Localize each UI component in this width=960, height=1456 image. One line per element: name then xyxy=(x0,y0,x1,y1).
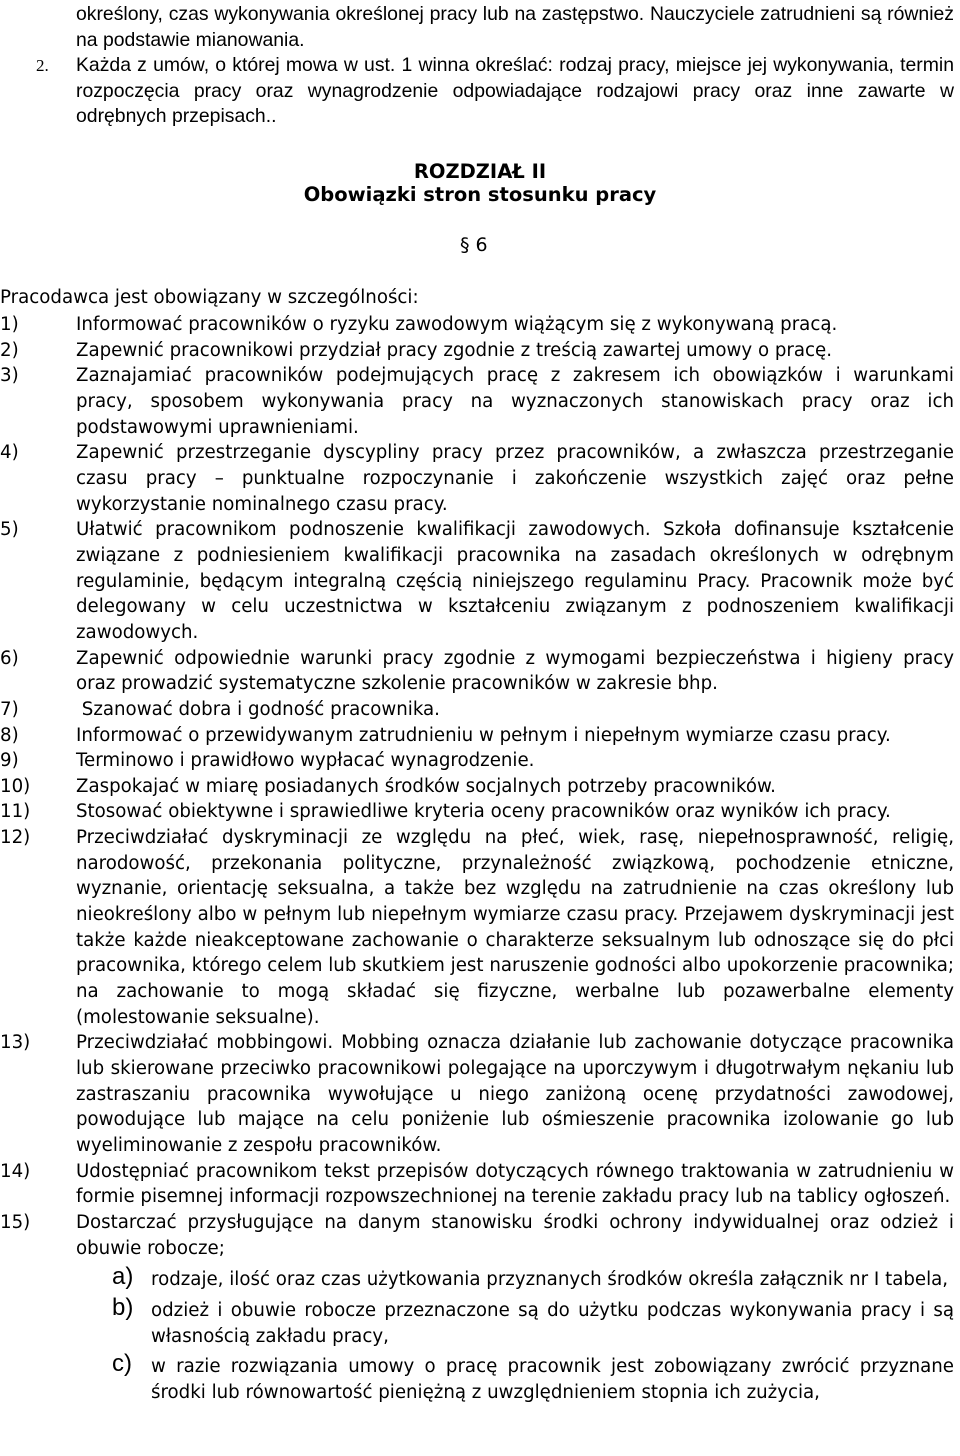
item-text: Przeciwdziałać dyskryminacji ze względu na płeć, wiek, rasę, niepełnosprawność, religię, narodowość, przekonania polityczne, przynależność związkową, pochodzenie etniczne, wyznanie, orientację seksualna, a także bez względu na zatrudnienie na czas określony lub nieokreślony albo w pełnym lub niepełnym wymiarze czasu pracy. Przejawem dyskryminacji jest także każde nieakceptowane zachowanie o charakterze seksualnym lub odnoszące się do płci pracownika, którego celem lub skutkiem jest naruszenie godności albo upokorzenie pracownika; na zachowanie to mogą składać się fizyczne, werbalne lub pozawerbalne elementy (molestowanie seksualne). xyxy=(76,827,954,1028)
item-number: 10) xyxy=(0,775,31,797)
intro-text: Pracodawca jest obowiązany w szczególności: xyxy=(0,287,419,308)
paragraph-continuation: określony, czas wykonywania określonej pracy lub na zastępstwo. Nauczyciele zatrudnieni są również na podstawie mianowania. xyxy=(76,3,954,51)
list-item xyxy=(0,1210,954,1261)
sub-item-text: w razie rozwiązania umowy o pracę pracownik jest zobowiązany zwrócić przyznane środki lub równowartość pieniężną z uwzględnieniem stopnia ich zużycia, xyxy=(151,1356,954,1403)
item-text: Zapewnić przestrzeganie dyscypliny pracy przez pracowników, a zwłaszcza przestrzeganie czasu pracy – punktualne rozpoczynanie i zakończenie wszystkich zajęć oraz pełne wykorzystanie nominalnego czasu pracy. xyxy=(76,442,954,515)
item-text: Terminowo i prawidłowo wypłacać wynagrodzenie. xyxy=(76,750,535,772)
item-text: Stosować obiektywne i sprawiedliwe kryteria oceny pracowników oraz wyników ich pracy. xyxy=(76,801,891,823)
item-number: 14) xyxy=(0,1160,31,1182)
item-text: Zapewnić odpowiednie warunki pracy zgodnie z wymogami bezpieczeństwa i higieny pracy oraz prowadzić systematyczne szkolenie pracowników w zakresie bhp. xyxy=(76,647,954,695)
sub-item-text: rodzaje, ilość oraz czas użytkowania przyznanych środków określa załącznik nr I tabela, xyxy=(151,1269,949,1291)
item-number: 2) xyxy=(0,339,19,361)
list-item xyxy=(0,440,954,517)
item-text: Zaznajamiać pracowników podejmujących pracę z zakresem ich obowiązków i warunkami pracy, sposobem wykonywania pracy na wyznaczonych stanowiskach pracy oraz ich podstawowymi uprawnieniami. xyxy=(76,365,954,438)
item-number: 11) xyxy=(0,801,31,823)
item-number: 4) xyxy=(0,442,19,464)
list-item xyxy=(0,774,954,800)
item-number: 5) xyxy=(0,519,19,541)
list-item xyxy=(0,799,954,825)
chapter-title: ROZDZIAŁ II xyxy=(413,160,547,183)
list-item xyxy=(0,517,954,645)
item-text: Zaspokajać w miarę posiadanych środków socjalnych potrzeby pracowników. xyxy=(76,775,776,797)
item-number: 1) xyxy=(0,314,19,335)
item-number: 6) xyxy=(0,647,19,669)
chapter-subtitle: Obowiązki stron stosunku pracy xyxy=(303,183,657,206)
sub-item-letter: c) xyxy=(112,1350,132,1378)
item-text: Informować o przewidywanym zatrudnieniu w pełnym i niepełnym wymiarze czasu pracy. xyxy=(76,724,891,746)
item-text: Szanować dobra i godność pracownika. xyxy=(76,698,440,720)
sub-item-text: odzież i obuwie robocze przeznaczone są do użytku podczas wykonywania pracy i są własnością zakładu pracy, xyxy=(151,1299,954,1347)
list-item xyxy=(0,723,954,749)
list-item xyxy=(0,697,954,723)
item-text: Zapewnić pracownikowi przydział pracy zgodnie z treścią zawartej umowy o pracę. xyxy=(76,339,833,361)
sub-item-letter: b) xyxy=(112,1293,134,1321)
item-number: 15) xyxy=(0,1211,31,1233)
list-item xyxy=(0,1159,954,1210)
sub-item-letter: a) xyxy=(112,1263,134,1291)
obligations-list xyxy=(0,312,954,1406)
item-text: Ułatwić pracownikom podnoszenie kwalifikacji zawodowych. Szkoła dofinansuje kształcenie związane z podniesieniem kwalifikacji pracownika na zasadach określonych w odrębnym regulaminie, będącym integralną częścią niniejszego regulaminu Pracy. Pracownik może być delegowany w celu uczestnictwa w kształceniu związanym z podnoszeniem kwalifikacji zawodowych. xyxy=(76,519,954,643)
numbered-paragraph-2 xyxy=(36,53,954,130)
sub-list-item xyxy=(0,1350,954,1405)
list-item xyxy=(0,748,954,774)
list-item xyxy=(0,363,954,440)
item-text: Udostępniać pracownikom tekst przepisów dotyczących równego traktowania w zatrudnieniu w formie pisemnej informacji rozpowszechnionej na terenie zakładu pracy lub na tablicy ogłoszeń. xyxy=(76,1160,954,1208)
item-text: Informować pracowników o ryzyku zawodowym wiążącym się z wykonywaną pracą. xyxy=(76,314,838,335)
sub-list-item xyxy=(0,1263,954,1293)
item-number: 8) xyxy=(0,724,19,746)
list-item xyxy=(0,338,954,364)
list-item xyxy=(0,312,954,338)
list-item xyxy=(0,825,954,1030)
item-number: 9) xyxy=(0,750,19,772)
item-number: 3) xyxy=(0,365,19,387)
item-number: 7) xyxy=(0,698,19,720)
item-number: 13) xyxy=(0,1032,31,1054)
sub-list-item xyxy=(0,1293,954,1349)
paragraph-number: 2. xyxy=(36,56,49,75)
previous-section-continuation xyxy=(36,2,954,130)
list-item xyxy=(0,646,954,697)
item-number: 12) xyxy=(0,827,31,849)
item-text: Przeciwdziałać mobbingowi. Mobbing oznacza działanie lub zachowanie dotyczące pracownika lub skierowane przeciwko pracownikowi polegające na uporczywym i długotrwałym nękaniu lub zastraszaniu pracownika wywołujące u niego zaniżoną ocenę przydatności zawodowej, powodujące lub mające na celu poniżenie lub ośmieszenie pracownika izolowanie go lub wyeliminowanie z zespołu pracowników. xyxy=(76,1032,954,1156)
list-item xyxy=(0,1030,954,1158)
section-number: § 6 xyxy=(460,234,488,256)
paragraph-text: Każda z umów, o której mowa w ust. 1 winna określać: rodzaj pracy, miejsce jej wykonywania, termin rozpoczęcia pracy oraz wynagrodzenie odpowiadające rodzajowi pracy oraz inne zawarte w odrębnych przepisach.. xyxy=(76,54,954,127)
item-text: Dostarczać przysługujące na danym stanowisku środki ochrony indywidualnej oraz odzież i obuwie robocze; xyxy=(76,1211,954,1259)
